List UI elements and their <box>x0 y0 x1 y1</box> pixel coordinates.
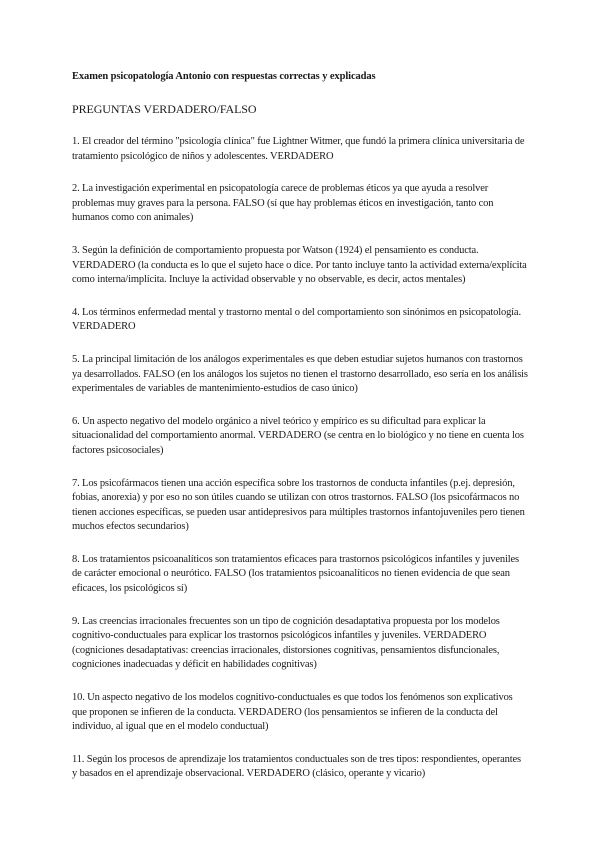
question-4: 4. Los términos enfermedad mental y trastorno mental o del comportamiento son sinónimos en psicopatología. VERDADERO <box>72 306 521 333</box>
question-1: 1. El creador del término "psicología clínica" fue Lightner Witmer, que fundó la primera clínica universitaria de tratamiento psicológico de niños y adolescentes. VERDADERO <box>72 136 525 162</box>
question-5: 5. La principal limitación de los análogos experimentales es que deben estudiar sujetos humanos con trastornos ya desarrollados. FALSO (en los análogos los sujetos no tienen el trastorno desarrollado, eso sería en los análisis experimentales de variables de mantenimiento-estudios de caso único) <box>72 353 528 395</box>
document-page <box>72 70 528 800</box>
question-2: 2. La investigación experimental en psicopatología carece de problemas éticos ya que ayuda a resolver problemas muy graves para la persona. FALSO (sí que hay problemas éticos en investigación, tanto con humanos como con animales) <box>72 183 494 224</box>
question-10: 10. Un aspecto negativo de los modelos cognitivo-conductuales es que todos los fenómenos son explicativos que proponen se infieren de la conducta. VERDADERO (los pensamientos se infieren de la conducta del individuo, al igual que en el modelo conductual) <box>72 692 513 733</box>
question-7: 7. Los psicofármacos tienen una acción específica sobre los trastornos de conducta infantiles (p.ej. depresión, fobias, anorexia) y por eso no son útiles cuando se utilizan con otros trastornos. FALSO (los psicofármacos no tienen acciones específicas, se pueden usar antidepresivos para múltiples trastornos infantojuveniles pero tienen muchos efectos secundarios) <box>72 477 525 533</box>
document-title: Examen psicopatología Antonio con respuestas correctas y explicadas <box>72 71 376 82</box>
question-6: 6. Un aspecto negativo del modelo orgánico a nivel teórico y empírico es su dificultad para explicar la situacionalidad del comportamiento anormal. VERDADERO (se centra en lo biológico y no tiene en cuenta los factores psicosociales) <box>72 415 524 456</box>
section-heading: PREGUNTAS VERDADERO/FALSO <box>72 102 257 116</box>
question-9: 9. Las creencias irracionales frecuentes son un tipo de cognición desadaptativa propuesta por los modelos cognitivo-conductuales para explicar los trastornos psicológicos infantiles y juveniles. VERDADERO (cogniciones desadaptativas: creencias irracionales, distorsiones cognitivas, pensamientos disfuncionales, cogniciones inadecuadas y déficit en habilidades cognitivas) <box>72 615 500 671</box>
question-3: 3. Según la definición de comportamiento propuesta por Watson (1924) el pensamiento es conducta. VERDADERO (la conducta es lo que el sujeto hace o dice. Por tanto incluye tanto la actividad externa/explícita como interna/implícita. Incluye la actividad observable y no observable, es decir, actos mentales) <box>72 244 527 286</box>
question-8: 8. Los tratamientos psicoanalíticos son tratamientos eficaces para trastornos psicológicos infantiles y juveniles de carácter emocional o neurótico. FALSO (los tratamientos psicoanalíticos no tienen evidencia de que sean eficaces, los psicológicos sí) <box>72 553 519 595</box>
question-11: 11. Según los procesos de aprendizaje los tratamientos conductuales son de tres tipos: respondientes, operantes y basados en el aprendizaje observacional. VERDADERO (clásico, operante y vicario) <box>72 753 521 780</box>
